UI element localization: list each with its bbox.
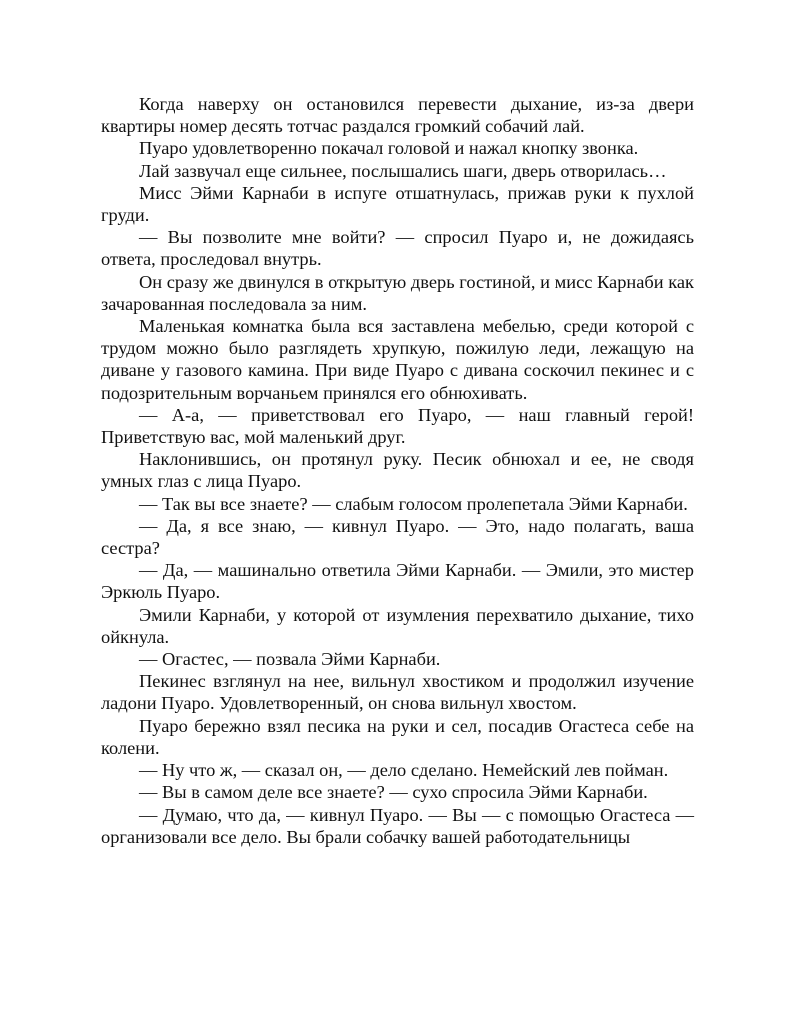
paragraph: — Огастес, — позвала Эйми Карнаби. — [139, 649, 441, 670]
paragraph: — Ну что ж, — сказал он, — дело сделано. Немейский лев пойман. — [139, 760, 669, 781]
paragraph: Эмили Карнаби, у которой от изумления перехватило дыхание, тихо ойкнула. — [101, 604, 694, 647]
paragraph: — Так вы все знаете? — слабым голосом пролепетала Эйми Карнаби. — [139, 493, 688, 514]
paragraph: Мисс Эйми Карнаби в испуге отшатнулась, прижав руки к пухлой груди. — [101, 182, 694, 226]
paragraph: Пуаро удовлетворенно покачал головой и нажал кнопку звонка. — [139, 138, 639, 159]
paragraph: Маленькая комнатка была вся заставлена мебелью, среди которой с трудом можно было разглядеть хрупкую, пожилую леди, лежащую на диване у газового камина. При виде Пуаро с дивана соскочил пекинес и с подозрительным ворчаньем принялся его обнюхивать. — [101, 316, 694, 403]
paragraph: Наклонившись, он протянул руку. Песик обнюхал и ее, не сводя умных глаз с лица Пуаро. — [101, 449, 694, 492]
paragraph: — Да, — машинально ответила Эйми Карнаби. — Эмили, это мистер Эркюль Пуаро. — [101, 560, 694, 603]
paragraph: — Думаю, что да, — кивнул Пуаро. — Вы — с помощью Огастеса — организовали все дело. Вы брали собачку вашей работодательницы — [101, 804, 694, 847]
paragraph: Пуаро бережно взял песика на руки и сел, посадив Огастеса себе на колени. — [101, 715, 694, 758]
paragraph: Пекинес взглянул на нее, вильнул хвостиком и продолжил изучение ладони Пуаро. Удовлетворенный, он снова вильнул хвостом. — [101, 671, 694, 714]
paragraph: Он сразу же двинулся в открытую дверь гостиной, и мисс Карнаби как зачарованная последовала за ним. — [101, 271, 694, 314]
paragraph: — А-а, — приветствовал его Пуаро, — наш главный герой! Приветствую вас, мой маленький друг. — [101, 404, 694, 448]
paragraph: — Вы позволите мне войти? — спросил Пуаро и, не дожидаясь ответа, проследовал внутрь. — [101, 227, 694, 270]
paragraph: — Вы в самом деле все знаете? — сухо спросила Эйми Карнаби. — [139, 782, 648, 803]
paragraph: Когда наверху он остановился перевести дыхание, из-за двери квартиры номер десять тотчас раздался громкий собачий лай. — [101, 94, 694, 137]
paragraph: — Да, я все знаю, — кивнул Пуаро. — Это, надо полагать, ваша сестра? — [101, 515, 694, 559]
paragraph: Лай зазвучал еще сильнее, послышались шаги, дверь отворилась… — [139, 160, 667, 181]
document-page — [101, 93, 694, 848]
